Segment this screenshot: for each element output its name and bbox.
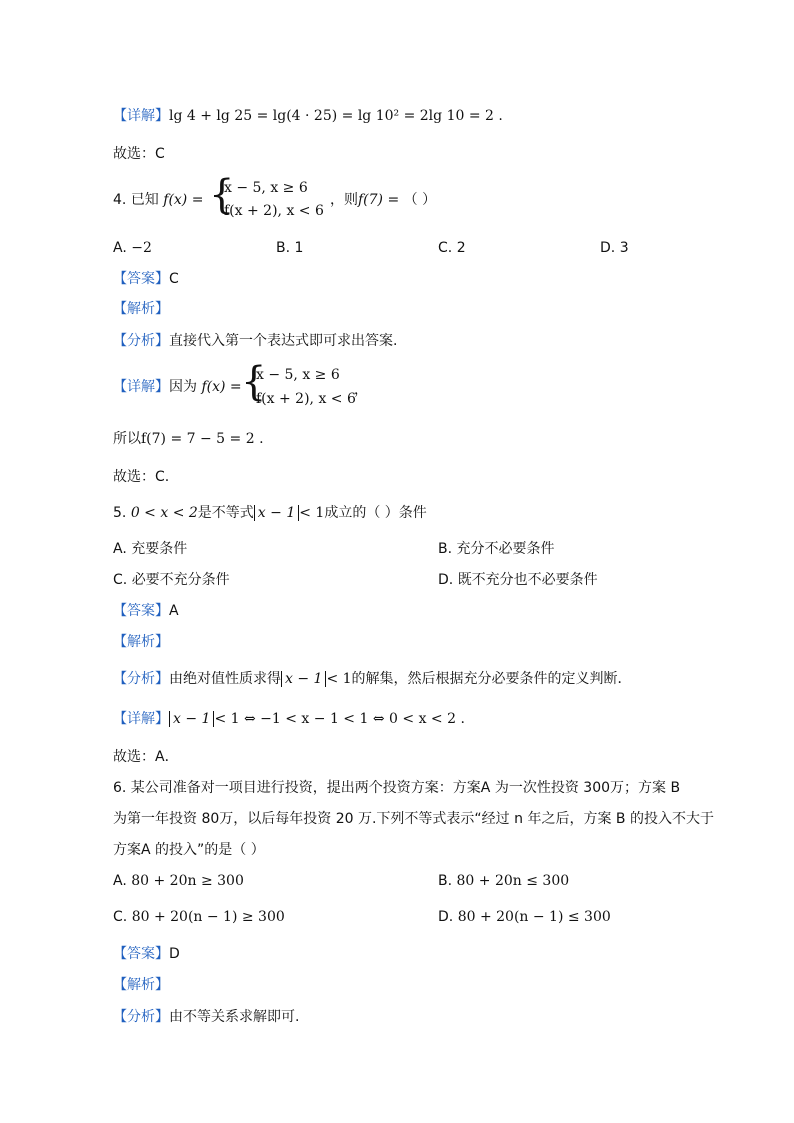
q6-stem-line3: 方案A 的投入”的是（ ） <box>113 842 265 858</box>
q4-detail-pre: 因为 <box>169 379 197 395</box>
q4-detail-case2: f(x + 2), x < 6 <box>256 391 356 407</box>
q6-option-d <box>438 909 611 926</box>
q4-paren: （ ） <box>403 192 437 208</box>
q5-option-c <box>113 572 230 589</box>
analysis-tag: 【解析】 <box>113 301 169 317</box>
q4-option-d <box>600 240 629 257</box>
q5-stem-math2: < 1 <box>299 505 325 521</box>
option-value: 80 + 20(n − 1) ≥ 300 <box>131 909 285 925</box>
option-letter: B. <box>438 541 453 557</box>
q4-func: f(x) = <box>163 192 204 208</box>
q4-ask-formula: f(7) = <box>358 192 400 208</box>
option-value: 充要条件 <box>131 541 188 557</box>
q4-so-line <box>113 431 264 448</box>
option-value: −2 <box>131 240 152 256</box>
fenxi-tag: 【分析】 <box>113 333 169 349</box>
option-value: 80 + 20n ≤ 300 <box>456 873 570 889</box>
q4-case2: f(x + 2), x < 6 <box>224 203 324 219</box>
q3-detail-formula: lg 4 + lg 25 = lg(4 · 25) = lg 10² = 2lg 10 = 2 . <box>169 108 503 124</box>
q4-analysis-line <box>113 301 169 318</box>
q5-fenxi-line <box>113 671 632 688</box>
q4-detail-line <box>113 379 242 396</box>
option-value: 既不充分也不必要条件 <box>457 572 598 588</box>
detail-tag: 【详解】 <box>113 711 169 727</box>
q5-fenxi-abs: x − 1 <box>281 671 326 687</box>
option-value: 80 + 20n ≥ 300 <box>131 873 244 889</box>
q4-stem <box>113 192 203 209</box>
q5-detail-line <box>113 711 465 728</box>
option-letter: D. <box>438 909 454 925</box>
q5-stem-post: 成立的（ ）条件 <box>324 505 427 521</box>
q5-final: 故选：A． <box>113 749 179 765</box>
option-letter: D. <box>600 240 616 256</box>
option-letter: C. <box>113 909 128 925</box>
analysis-tag: 【解析】 <box>113 977 169 993</box>
q4-so-pre: 所以 <box>113 431 141 447</box>
q4-case1: x − 5, x ≥ 6 <box>224 180 308 196</box>
q6-option-b <box>438 873 569 890</box>
option-letter: A. <box>113 873 127 889</box>
option-letter: A. <box>113 541 127 557</box>
option-letter: D. <box>438 572 454 588</box>
q4-detail-func: f(x) = <box>201 379 242 395</box>
q4-brace: { <box>209 172 235 218</box>
q5-analysis-line <box>113 634 169 651</box>
q6-fenxi-line <box>113 1009 299 1026</box>
fenxi-tag: 【分析】 <box>113 1009 169 1025</box>
q4-answer-line <box>113 271 179 288</box>
q4-detail-brace: { <box>241 359 267 405</box>
option-letter: C. <box>438 240 453 256</box>
option-value: 必要不充分条件 <box>131 572 230 588</box>
q4-answer: C <box>169 271 179 287</box>
fenxi-tag: 【分析】 <box>113 671 169 687</box>
q5-number: 5. <box>113 505 127 521</box>
detail-tag: 【详解】 <box>113 379 169 395</box>
q4-ask <box>330 192 436 209</box>
q5-fenxi-pre: 由绝对值性质求得 <box>169 671 281 687</box>
q5-stem-math1: 0 < x < 2 <box>130 505 198 521</box>
q6-stem-line2: 为第一年投资 80万，以后每年投资 20 万.下列不等式表示“经过 n 年之后，方案 B 的投入不大于 <box>113 811 714 827</box>
q5-stem <box>113 505 427 522</box>
answer-tag: 【答案】 <box>113 271 169 287</box>
q4-option-b <box>276 240 303 257</box>
q6-stem-line1: 6. 某公司准备对一项目进行投资，提出两个投资方案：方案A 为一次性投资 300万；方案 B <box>113 780 681 796</box>
q4-option-a <box>113 240 152 257</box>
q5-detail-math: < 1 ⇔ −1 < x − 1 < 1 ⇔ 0 < x < 2 . <box>214 711 465 727</box>
answer-tag: 【答案】 <box>113 603 169 619</box>
q4-detail-case1: x − 5, x ≥ 6 <box>256 367 340 383</box>
q4-stem-post: ，则 <box>330 192 358 208</box>
q4-option-c <box>438 240 466 257</box>
q6-option-a <box>113 873 244 890</box>
q3-detail-line <box>113 108 503 125</box>
option-letter: B. <box>438 873 453 889</box>
q4-detail-post: ， <box>354 382 368 398</box>
option-value: 充分不必要条件 <box>456 541 555 557</box>
option-letter: A. <box>113 240 127 256</box>
q5-fenxi-math: < 1 <box>326 671 352 687</box>
option-value: 1 <box>294 240 304 256</box>
q4-final: 故选：C. <box>113 469 170 485</box>
q6-analysis-line <box>113 977 169 994</box>
q5-answer-line <box>113 603 179 620</box>
q4-fenxi-line <box>113 333 397 350</box>
q6-fenxi: 由不等关系求解即可. <box>169 1009 300 1025</box>
option-value: 2 <box>456 240 466 256</box>
answer-tag: 【答案】 <box>113 946 169 962</box>
analysis-tag: 【解析】 <box>113 634 169 650</box>
option-value: 80 + 20(n − 1) ≤ 300 <box>457 909 611 925</box>
q6-answer: D <box>169 946 180 962</box>
q4-stem-pre: 已知 <box>130 192 159 208</box>
q3-final-answer: 故选：C <box>113 146 165 162</box>
detail-tag: 【详解】 <box>113 108 169 124</box>
option-letter: C. <box>113 572 128 588</box>
option-letter: B. <box>276 240 291 256</box>
option-value: 3 <box>619 240 629 256</box>
q6-option-c <box>113 909 285 926</box>
q4-so-formula: f(7) = 7 − 5 = 2 . <box>141 431 264 447</box>
q5-detail-abs: x − 1 <box>169 711 214 727</box>
q5-answer: A <box>169 603 179 619</box>
q4-fenxi: 直接代入第一个表达式即可求出答案. <box>169 333 398 349</box>
q5-fenxi-post: 的解集，然后根据充分必要条件的定义判断． <box>351 671 632 687</box>
q5-option-a <box>113 541 187 558</box>
q5-abs: x − 1 <box>254 505 299 521</box>
q5-option-d <box>438 572 598 589</box>
q5-option-b <box>438 541 555 558</box>
q4-number: 4. <box>113 192 127 208</box>
q6-answer-line <box>113 946 180 963</box>
q5-stem-mid: 是不等式 <box>197 505 254 521</box>
